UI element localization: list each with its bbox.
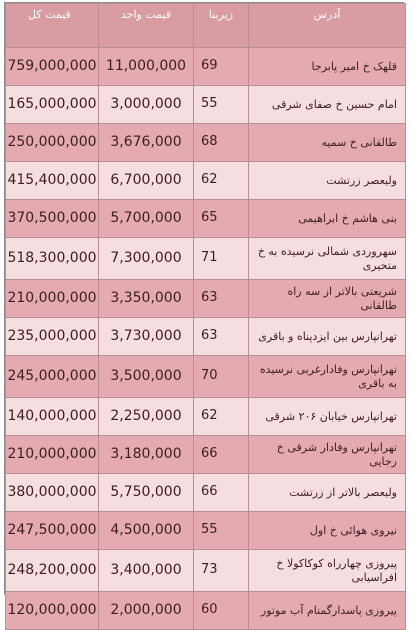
- total-price-cell: 210,000,000: [6, 280, 99, 318]
- unit-price-cell: 2,000,000: [99, 592, 194, 630]
- address-cell: ولیعصر زرتشت: [249, 162, 406, 200]
- total-price-cell: 120,000,000: [6, 592, 99, 630]
- address-cell: ولیعصر بالاتر از زرتشت: [249, 474, 406, 512]
- unit-price-cell: 11,000,000: [99, 48, 194, 86]
- table-row: [6, 318, 406, 356]
- address-cell: بنی هاشم خ ابراهیمی: [249, 200, 406, 238]
- table-row: [6, 200, 406, 238]
- unit-price-cell: 3,400,000: [99, 550, 194, 592]
- unit-price-cell: 3,350,000: [99, 280, 194, 318]
- table-row: [6, 398, 406, 436]
- price-table-frame: [4, 2, 404, 618]
- total-price-cell: 210,000,000: [6, 436, 99, 474]
- table-row: [6, 280, 406, 318]
- area-cell: 62: [194, 398, 249, 436]
- address-cell: تهرانپارس بین ایزدپناه و باقری: [249, 318, 406, 356]
- area-cell: 68: [194, 124, 249, 162]
- total-price-cell: 759,000,000: [6, 48, 99, 86]
- address-cell: نیروی هوائی خ اول: [249, 512, 406, 550]
- unit-price-cell: 3,000,000: [99, 86, 194, 124]
- header-unit-price: قیمت واحد: [99, 4, 194, 48]
- table-row: [6, 238, 406, 280]
- unit-price-cell: 5,700,000: [99, 200, 194, 238]
- table-row: [6, 124, 406, 162]
- area-cell: 55: [194, 512, 249, 550]
- area-cell: 63: [194, 280, 249, 318]
- table-row: [6, 86, 406, 124]
- unit-price-cell: 7,300,000: [99, 238, 194, 280]
- unit-price-cell: 3,676,000: [99, 124, 194, 162]
- table-row: [6, 436, 406, 474]
- address-cell: قلهک خ امیر پابرجا: [249, 48, 406, 86]
- address-cell: امام حسین خ صفای شرقی: [249, 86, 406, 124]
- total-price-cell: 250,000,000: [6, 124, 99, 162]
- area-cell: 71: [194, 238, 249, 280]
- area-cell: 63: [194, 318, 249, 356]
- table-row: [6, 48, 406, 86]
- unit-price-cell: 4,500,000: [99, 512, 194, 550]
- unit-price-cell: 6,700,000: [99, 162, 194, 200]
- area-cell: 69: [194, 48, 249, 86]
- address-cell: پیروزی چهارراه کوکاکولا خ افراسیابی: [249, 550, 406, 592]
- table-row: [6, 162, 406, 200]
- area-cell: 66: [194, 474, 249, 512]
- area-cell: 55: [194, 86, 249, 124]
- address-cell: سهروردی شمالی نرسیده به خ متحیری: [249, 238, 406, 280]
- total-price-cell: 245,000,000: [6, 356, 99, 398]
- area-cell: 62: [194, 162, 249, 200]
- total-price-cell: 235,000,000: [6, 318, 99, 356]
- unit-price-cell: 3,180,000: [99, 436, 194, 474]
- total-price-cell: 370,500,000: [6, 200, 99, 238]
- price-table: [5, 3, 406, 630]
- total-price-cell: 165,000,000: [6, 86, 99, 124]
- total-price-cell: 518,300,000: [6, 238, 99, 280]
- header-total-price: قیمت کل: [6, 4, 99, 48]
- table-row: [6, 356, 406, 398]
- total-price-cell: 247,500,000: [6, 512, 99, 550]
- total-price-cell: 140,000,000: [6, 398, 99, 436]
- unit-price-cell: 2,250,000: [99, 398, 194, 436]
- unit-price-cell: 5,750,000: [99, 474, 194, 512]
- unit-price-cell: 3,730,000: [99, 318, 194, 356]
- address-cell: تهرانپارس وفادار شرقی خ رجایی: [249, 436, 406, 474]
- table-row: [6, 592, 406, 630]
- address-cell: تهرانپارس وفادارغربی نرسیده به باقری: [249, 356, 406, 398]
- area-cell: 70: [194, 356, 249, 398]
- header-area: زیربنا: [194, 4, 249, 48]
- total-price-cell: 248,200,000: [6, 550, 99, 592]
- unit-price-cell: 3,500,000: [99, 356, 194, 398]
- table-row: [6, 550, 406, 592]
- address-cell: تهرانپارس خیابان ۲۰۶ شرقی: [249, 398, 406, 436]
- table-row: [6, 512, 406, 550]
- total-price-cell: 415,400,000: [6, 162, 99, 200]
- table-header-row: [6, 4, 406, 48]
- table-row: [6, 474, 406, 512]
- price-table-body: [6, 4, 406, 630]
- address-cell: شریعتی بالاتر از سه راه طالقانی: [249, 280, 406, 318]
- area-cell: 66: [194, 436, 249, 474]
- area-cell: 65: [194, 200, 249, 238]
- area-cell: 60: [194, 592, 249, 630]
- header-address: آدرس: [249, 4, 406, 48]
- address-cell: طالقانی خ سمیه: [249, 124, 406, 162]
- total-price-cell: 380,000,000: [6, 474, 99, 512]
- address-cell: پیروزی پاسدارگمنام آب موتور: [249, 592, 406, 630]
- area-cell: 73: [194, 550, 249, 592]
